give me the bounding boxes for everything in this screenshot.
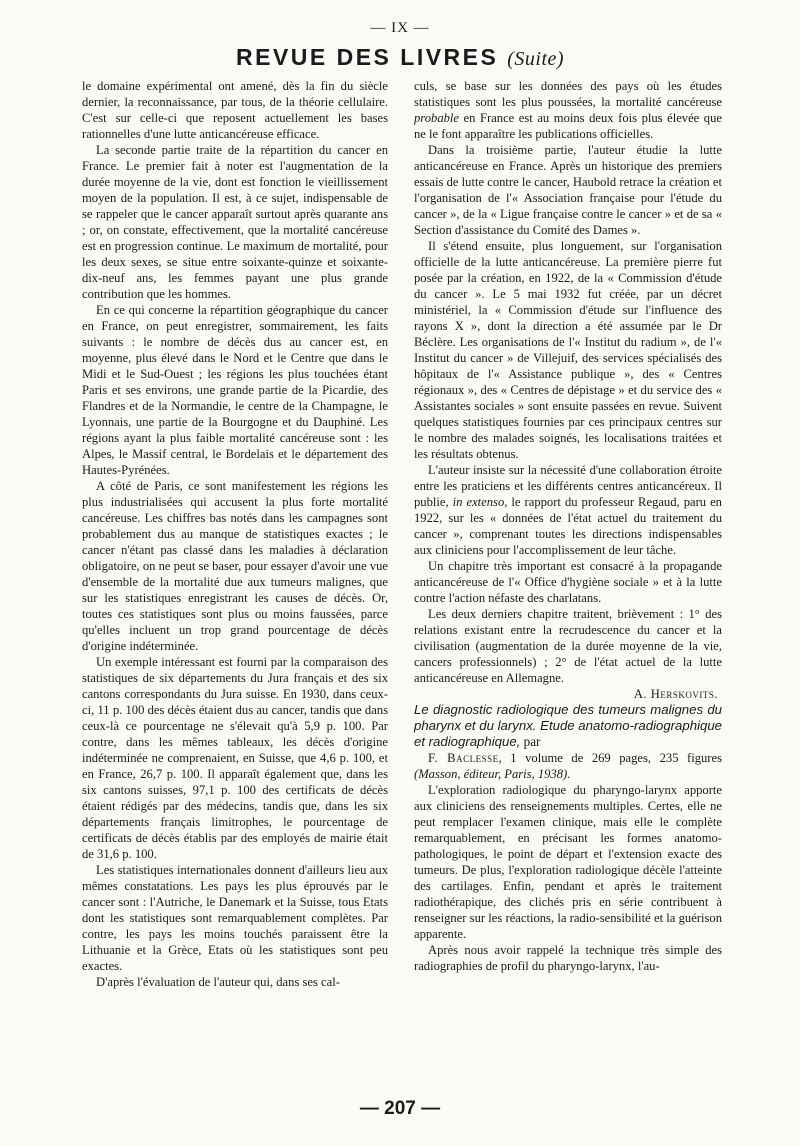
text-run: culs, se base sur les données des pays où les études statistiques sont les plus poussées, la mortalité cancéreuse bbox=[414, 79, 722, 109]
text-run: , le rapport du professeur Regaud, paru en 1922, sur les « données de l'état actuel du traitement du cancer », comprenant toutes les directions indispensables aux cliniciens pour l'accomplissement de leur tâche. bbox=[414, 495, 722, 557]
review-heading bbox=[414, 702, 722, 750]
section-title bbox=[0, 44, 800, 71]
paragraph: Les statistiques internationales donnent d'ailleurs lieu aux mêmes constatations. Les pays les plus éprouvés par le cancer sont : l'Autriche, le Danemark et la Suisse, tous Etats dont les statistiques sont remarquablement complètes. Par contre, les pays les moins touchés paraissent être la Lithuanie et la Grèce, Etats où les statistiques sont peu exactes. bbox=[82, 863, 388, 973]
italic-run: in extenso bbox=[452, 495, 505, 509]
folio-page-number: — 207 — bbox=[359, 1098, 441, 1119]
paragraph: En ce qui concerne la répartition géographique du cancer en France, on peut enregistrer, sommairement, les faits suivants : le nombre de décès dus au cancer est, en moyenne, plus élevé dans le Nord et le Centre que dans le Midi et le Sud-Ouest ; les régions les plus touchées étant Paris et ses environs, une grande partie de la Picardie, des Flandres et de la Normandie, le centre de la Champagne, le Lyonnais, une partie de la Bourgogne et du Dauphiné. Les régions ayant la plus faible mortalité cancéreuse sont : les Alpes, le Massif central, le Bordelais et le département des Hautes-Pyrénées. bbox=[82, 303, 388, 477]
paragraph bbox=[414, 462, 722, 558]
review-by: par bbox=[520, 734, 541, 749]
left-column bbox=[82, 78, 388, 1093]
paragraph: La seconde partie traite de la répartition du cancer en France. Le premier fait à noter est l'augmentation de la durée moyenne de la vie, dont est fonction le vieillissement moyen de la population. Il est, à ce sujet, indispensable de se rappeler que le cancer apparaît surtout après quarante ans ; or, on constate, effectivement, que la mortalité cancéreuse est en progression continue. Le maximum de mortalité, pour les deux sexes, se situe entre soixante-quinze et soixante-dix-neuf ans, les femmes payant une plus grande contribution que les hommes. bbox=[82, 143, 388, 301]
paragraph: L'exploration radiologique du pharyngo-larynx apporte aux cliniciens des renseignements multiples. Certes, elle ne peut remplacer l'examen clinique, mais elle le complète remarquablement, en précisant les formes anatomo-pathologiques, le point de départ et l'extension exacte des tumeurs. De plus, l'exploration radiologique décèle l'atteinte des cartilages. Enfin, pendant et après le traitement radiothérapique, des clichés pris en série contribuent à renseigner sur les réactions, la radio-sensibilité et la guérison apparente. bbox=[414, 783, 722, 941]
text-run: en France est au moins deux fois plus élevée que ne le font apparaître les publications officielles. bbox=[414, 111, 722, 141]
paragraph: Un chapitre très important est consacré à la propagande anticancéreuse de l'« Office d'hygiène sociale » et à la lutte contre l'action néfaste des charlatans. bbox=[414, 559, 722, 605]
paragraph: Après nous avoir rappelé la technique très simple des radiographies de profil du pharyngo-larynx, l'au- bbox=[414, 943, 722, 973]
section-title-text: REVUE DES LIVRES bbox=[235, 44, 499, 70]
paragraph: Dans la troisième partie, l'auteur étudie la lutte anticancéreuse en France. Après un historique des premiers essais de lutte contre le cancer, Haubold retrace la création et l'organisation de l'« Association française pour l'étude du cancer », de la « Ligue française contre le cancer » et de sa « Section d'assistance du Comité des Dames ». bbox=[414, 143, 722, 237]
italic-run: probable bbox=[414, 111, 460, 125]
text-run: L'auteur insiste sur la nécessité d'une collaboration étroite entre les praticiens et les différents centres anticancéreux. Il publie, bbox=[414, 463, 722, 509]
paragraph: le domaine expérimental ont amené, dès la fin du siècle dernier, la reconnaissance, par tous, de la théorie cellulaire. C'est sur celle-ci que reposent actuellement les bases rationnelles d'une lutte anticancéreuse efficace. bbox=[82, 79, 388, 141]
review-title: Le diagnostic radiologique des tumeurs malignes du pharynx et du larynx. Etude anatomo-radiographique et radiographique, bbox=[414, 702, 722, 749]
review-publisher: (Masson, éditeur, Paris, 1938). bbox=[414, 767, 571, 781]
review-details: , 1 volume de 269 pages, 235 figures bbox=[498, 751, 722, 765]
paragraph: A côté de Paris, ce sont manifestement les régions les plus industrialisées qui accusent la plus forte mortalité cancéreuse. Les chiffres bas notés dans les campagnes sont probablement dus au manque de statistiques exactes ; le cancer n'étant pas classé dans les maladies à déclaration obligatoire, on ne peut se baser, pour essayer d'avoir une vue d'ensemble de la mortalité due aux tumeurs malignes, que sur les statistiques enregistrant les causes de décès. Or, toutes ces statistiques sont plus ou moins faussées, parce qu'elles incluent un trop grand pourcentage de décès d'origine indéterminée. bbox=[82, 479, 388, 653]
paragraph: Il s'étend ensuite, plus longuement, sur l'organisation officielle de la lutte anticancéreuse. La première pierre fut posée par la création, en 1922, de la « Commission d'étude du cancer ». Le 5 mai 1932 fut créée, par un décret ministériel, la « Commission d'étude sur l'influence des rayons X », dont la direction a été assumée par le Dr Béclère. Les organisations de l'« Institut du radium », de l'« Institut du cancer » de Villejuif, des services spécialisés des hôpitaux de l'« Assistance publique », des « Centres régionaux », des « Centres de dépistage » et du service des « Assistantes sociales » sont ensuite passées en revue. Suivent quelques statistiques fournies par ces principaux centres sur le nombre des malades soignés, les localisations traitées et les résultats obtenus. bbox=[414, 239, 722, 461]
paragraph: Un exemple intéressant est fourni par la comparaison des statistiques de six départements du Jura français et des six cantons correspondants du Jura suisse. En 1930, dans ceux-ci, 11 p. 100 des décès étaient dus au cancer, tandis que dans ceux-là ce pourcentage ne s'élevait qu'à 5,9 p. 100. Par contre, dans les mêmes tableaux, les décès d'origine indéterminée ne comprenaient, en Suisse, que 4,6 p. 100, et en France, 26,7 p. 100. Il apparaît également que, dans les six cantons suisses, 97,1 p. 100 des certificats de décès étaient rédigés par des médecins, tandis que, dans les six départements français limitrophes, le pourcentage de certificats de décès établis par des employés de mairie était de 31,6 p. 100. bbox=[82, 655, 388, 861]
paragraph: Les deux derniers chapitre traitent, brièvement : 1° des relations existant entre la recrudescence du cancer et la civilisation (augmentation de la durée moyenne de la vie, cancers professionnels) ; 2° de l'état actuel de la lutte anticancéreuse en Allemagne. bbox=[414, 607, 722, 685]
paragraph: D'après l'évaluation de l'auteur qui, dans ses cal- bbox=[96, 975, 340, 989]
roman-page-number: — IX — bbox=[370, 20, 430, 36]
review-signature: A. Herskovits. bbox=[633, 687, 718, 701]
review-author: F. Baclesse bbox=[428, 751, 499, 765]
right-column bbox=[414, 78, 722, 1093]
review-reference bbox=[414, 750, 722, 782]
paragraph bbox=[414, 78, 722, 142]
section-title-suffix: (Suite) bbox=[507, 48, 565, 70]
